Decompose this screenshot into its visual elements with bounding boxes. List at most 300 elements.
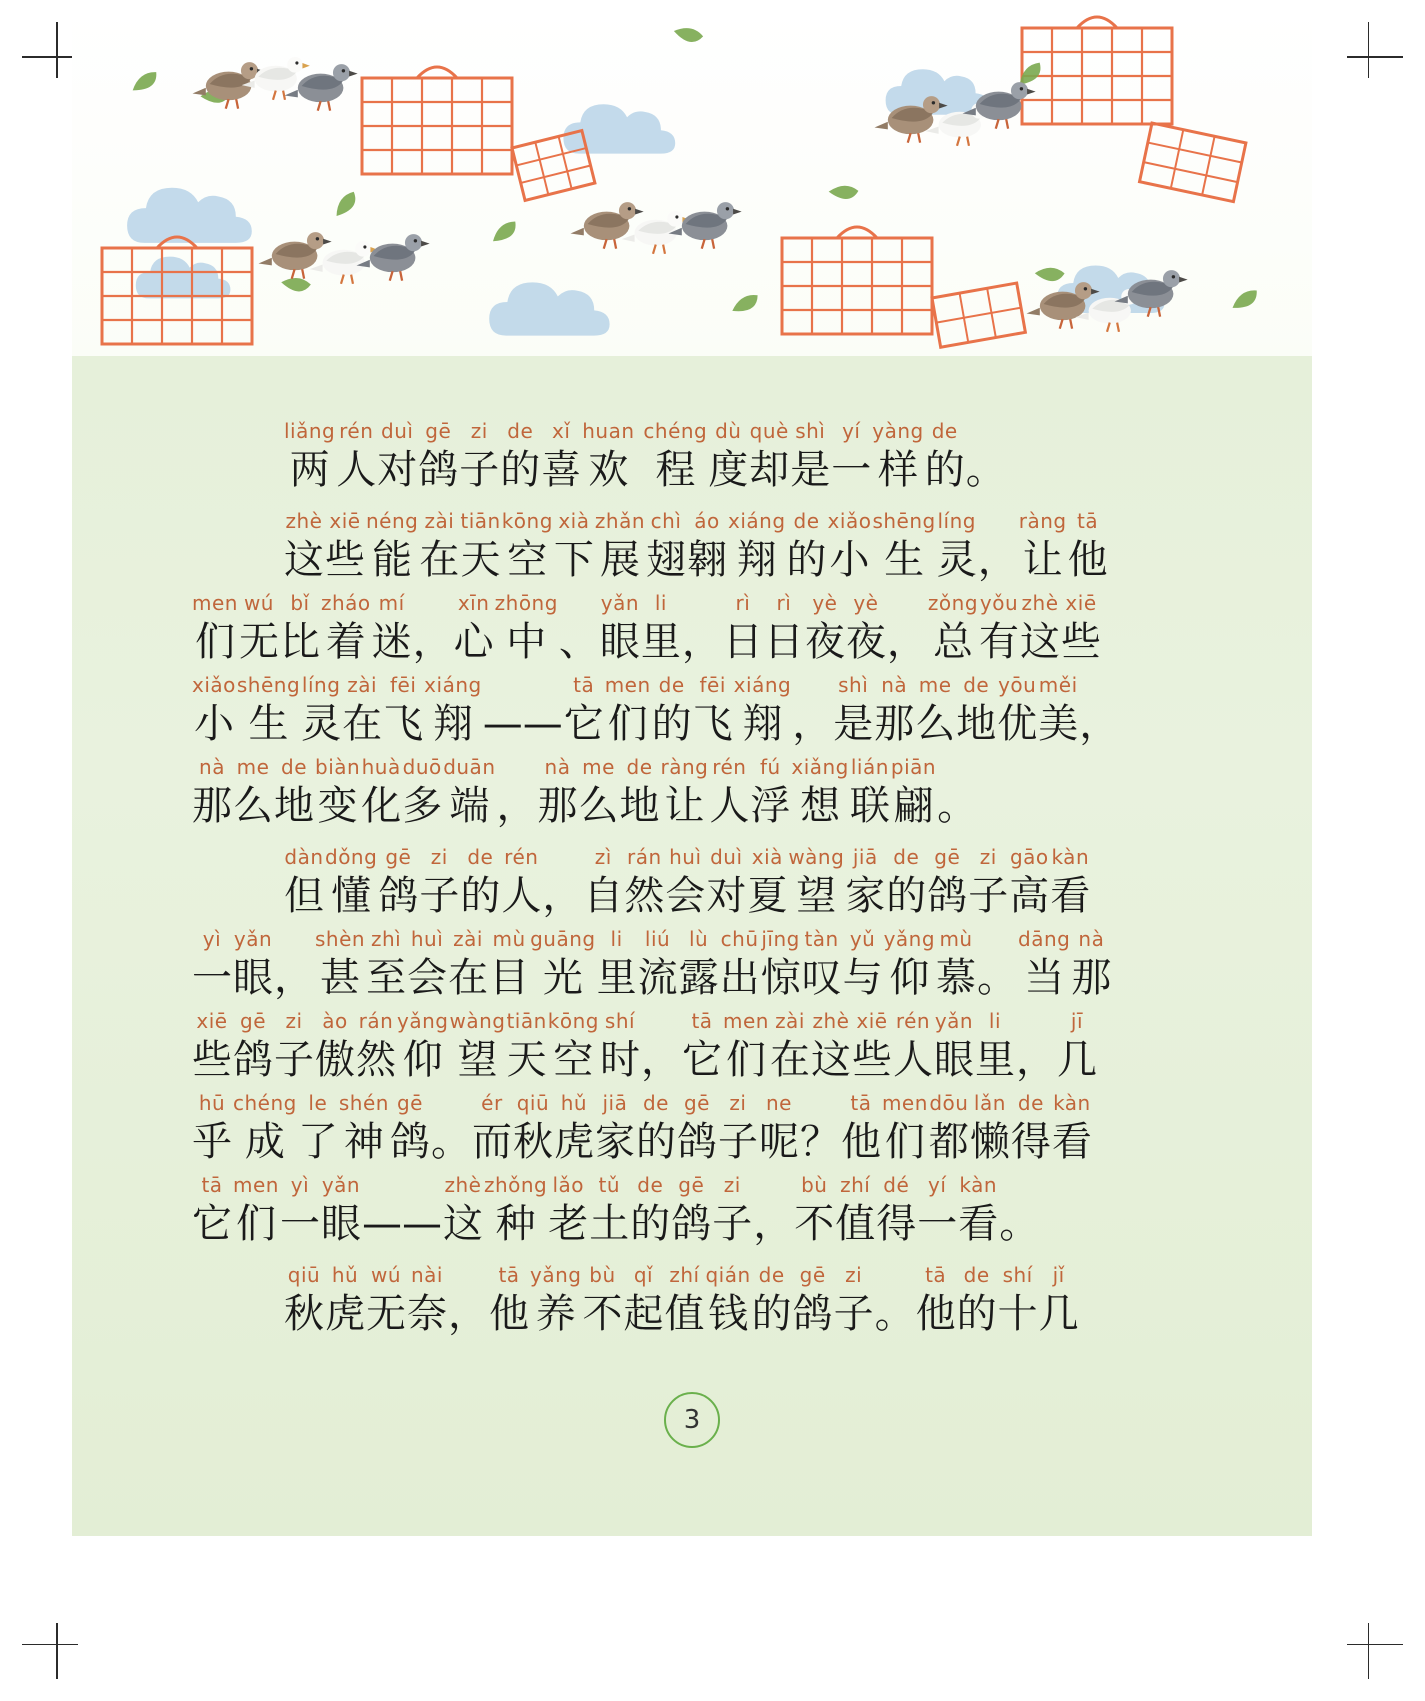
hanzi-text: 欢 [588, 447, 629, 493]
hanzi-text: 么 [233, 783, 273, 829]
hanzi-text: 他 [489, 1291, 529, 1337]
pinyin-text [903, 590, 910, 618]
pinyin-text: de [467, 845, 494, 869]
pinyin-text: ne [765, 1091, 792, 1115]
hanzi-text: 们 [607, 701, 648, 747]
pinyin-text: zài [424, 509, 455, 533]
pinyin-text: hǔ [560, 1091, 588, 1115]
pinyin-text: me [918, 673, 952, 697]
pinyin-text [891, 1262, 898, 1290]
pinyin-char-unit [749, 418, 789, 494]
hanzi-text: 鸽 [676, 1119, 717, 1165]
pinyin-char-unit [600, 1008, 640, 1084]
pinyin-text: qián [705, 1263, 751, 1287]
hanzi-text: 生 [884, 537, 925, 583]
hanzi-text: ， [886, 619, 927, 665]
pinyin-text: li [654, 591, 667, 615]
pinyin-text: zi [845, 1263, 863, 1287]
pinyin-text: yǎn [321, 1173, 361, 1197]
hanzi-text: 眼 [233, 955, 273, 1001]
pinyin-text: huì [669, 845, 702, 869]
hanzi-text: 夜 [845, 619, 886, 665]
hanzi-text: 会 [407, 955, 448, 1001]
hanzi-text: 土 [589, 1201, 630, 1247]
pinyin-text: zi [723, 1173, 741, 1197]
pinyin-text: bǐ [290, 591, 310, 615]
text-line [192, 754, 1192, 830]
pinyin-text: néng [366, 509, 419, 533]
hanzi-text: 鸽 [378, 873, 419, 919]
hanzi-text: 神 [343, 1119, 384, 1165]
pinyin-text: liú [644, 927, 671, 951]
pinyin-text: yì [290, 1173, 310, 1197]
hanzi-text: 些 [1061, 619, 1102, 665]
pinyin-text: de [642, 1091, 669, 1115]
hanzi-text: 子 [274, 1037, 314, 1083]
hanzi-text: ， [1079, 701, 1120, 747]
hanzi-text: 翅 [646, 537, 687, 583]
pinyin-text: yǒu [979, 591, 1019, 615]
hanzi-text: 有 [979, 619, 1020, 665]
pinyin-text: chéng [233, 1091, 297, 1115]
hanzi-text: 飞 [692, 701, 733, 747]
pinyin-char-unit [788, 844, 844, 920]
pinyin-text: zài [775, 1009, 805, 1033]
pinyin-char-unit [192, 590, 238, 666]
pinyin-char-unit [402, 754, 442, 830]
pinyin-text: xià [558, 509, 590, 533]
hanzi-text: 联 [849, 783, 890, 829]
pinyin-char-unit [548, 1008, 599, 1084]
pinyin-text: shén [338, 1091, 389, 1115]
pinyin-text [982, 418, 989, 446]
pinyin-text: zhǎn [594, 509, 646, 533]
pinyin-text: guāng [530, 927, 596, 951]
hanzi-text: 浮 [750, 783, 791, 829]
pinyin-text: wàng [449, 1009, 506, 1033]
hanzi-text: 夜 [804, 619, 845, 665]
pinyin-text: bù [589, 1263, 616, 1287]
hanzi-text: 然 [356, 1037, 396, 1083]
pinyin-text: de [658, 673, 685, 697]
text-line [192, 672, 1192, 748]
pinyin-text: lù [688, 927, 709, 951]
pinyin-text: de [931, 419, 958, 443]
hanzi-text: ， [542, 873, 583, 919]
pinyin-text: gē [678, 1173, 705, 1197]
hanzi-text: 仰 [889, 955, 930, 1001]
pinyin-char-unit [968, 844, 1008, 920]
pinyin-text: gē [240, 1009, 266, 1033]
pinyin-text: xiǎo [827, 509, 872, 533]
pinyin-char-unit [321, 1172, 361, 1248]
pinyin-text: shēng [236, 673, 301, 697]
hanzi-text: 惊 [760, 955, 801, 1001]
pinyin-text: rán [626, 845, 662, 869]
pinyin-char-unit [301, 672, 341, 748]
hanzi-text: 的 [924, 447, 965, 493]
pinyin-char-unit [564, 672, 604, 748]
pinyin-text [770, 1172, 777, 1200]
punctuation-unit [274, 926, 314, 1002]
hanzi-text: 不 [794, 1201, 835, 1247]
punctuation-unit [800, 1090, 840, 1166]
pinyin-text: qǐ [633, 1263, 654, 1287]
pinyin-text: tā [498, 1263, 520, 1287]
pinyin-char-unit [339, 1090, 389, 1166]
hanzi-text: 至 [366, 955, 407, 1001]
pinyin-text [519, 672, 526, 700]
hanzi-text: 程 [655, 447, 696, 493]
pinyin-char-unit [443, 1172, 483, 1248]
pinyin-char-unit [835, 1172, 875, 1248]
pinyin-char-unit [192, 754, 232, 830]
hanzi-text: 会 [665, 873, 706, 919]
hanzi-text: 养 [535, 1291, 576, 1337]
pinyin-text: tǔ [598, 1173, 621, 1197]
pinyin-char-unit [872, 508, 935, 584]
pinyin-char-unit [605, 672, 651, 748]
pinyin-char-unit [833, 672, 873, 748]
hanzi-text: 懂 [331, 873, 372, 919]
hanzi-text: 心 [453, 619, 494, 665]
pinyin-char-unit [284, 418, 335, 494]
pinyin-text: men [604, 673, 651, 697]
hanzi-text: 里 [974, 1037, 1015, 1083]
pinyin-text: mù [939, 927, 973, 951]
pinyin-char-unit [325, 844, 377, 920]
hanzi-text: 么 [578, 783, 619, 829]
hanzi-text: 天 [506, 1037, 547, 1083]
pinyin-char-unit [747, 844, 787, 920]
pinyin-text: men [233, 1173, 279, 1197]
pinyin-text: yōu [998, 673, 1037, 697]
pinyin-text: de [637, 1173, 664, 1197]
hanzi-text: 它 [563, 701, 604, 747]
pinyin-char-unit [846, 590, 886, 666]
text-line [192, 926, 1192, 1002]
pinyin-char-unit [761, 926, 801, 1002]
hanzi-text: 的 [500, 447, 541, 493]
hanzi-text: 地 [619, 783, 660, 829]
pinyin-char-unit [489, 1262, 529, 1338]
pinyin-char-unit [916, 1262, 956, 1338]
pinyin-text: dōu [929, 1091, 969, 1115]
pinyin-text: xiǎo [192, 673, 236, 697]
pinyin-char-unit [770, 1008, 810, 1084]
pinyin-text: zháo [320, 591, 371, 615]
hanzi-text: 的 [751, 1291, 792, 1337]
pinyin-char-unit [1011, 1090, 1051, 1166]
pinyin-char-unit [459, 418, 499, 494]
hanzi-text: 这 [1020, 619, 1061, 665]
pinyin-text: líng [301, 673, 341, 697]
pinyin-text [1016, 1172, 1023, 1200]
pinyin-char-unit [723, 1008, 769, 1084]
pinyin-text: liǎng [284, 419, 336, 443]
pinyin-text: duān [443, 755, 496, 779]
pinyin-text: duì [710, 845, 743, 869]
crop-mark-bottom-left [22, 1623, 78, 1679]
hanzi-text: 们 [725, 1037, 766, 1083]
hanzi-text: 中 [506, 619, 547, 665]
pinyin-text: kàn [959, 1173, 998, 1197]
hanzi-text: 一 [279, 1201, 320, 1247]
pinyin-text: li [988, 1009, 1002, 1033]
pinyin-text: zi [430, 845, 448, 869]
pinyin-char-unit [934, 1008, 974, 1084]
pinyin-text: rán [358, 1009, 394, 1033]
hanzi-text: 自 [583, 873, 624, 919]
pinyin-char-unit [192, 926, 232, 1002]
punctuation-unit [431, 1090, 471, 1166]
hanzi-text: 乎 [192, 1119, 232, 1165]
pinyin-char-unit [641, 590, 681, 666]
hanzi-text: 起 [623, 1291, 664, 1337]
pinyin-char-unit [541, 418, 581, 494]
pinyin-char-unit [793, 1262, 833, 1338]
hanzi-text: 对 [706, 873, 747, 919]
pinyin-text: duō [402, 755, 442, 779]
hanzi-text: 。 [874, 1291, 915, 1337]
pinyin-text: fú [760, 755, 781, 779]
hanzi-text: 的 [630, 1201, 671, 1247]
hanzi-text: 翔 [736, 537, 777, 583]
pinyin-char-unit [315, 1008, 355, 1084]
crop-mark-bottom-right [1347, 1623, 1403, 1679]
hanzi-text: 总 [932, 619, 973, 665]
pinyin-char-unit [274, 1008, 314, 1084]
pinyin-text: nà [544, 755, 571, 779]
pinyin-char-unit [764, 590, 804, 666]
pinyin-text: shèn [315, 927, 366, 951]
pinyin-char-unit [513, 1090, 553, 1166]
pinyin-char-unit [233, 1008, 273, 1084]
pinyin-char-unit [928, 590, 978, 666]
hanzi-text: 在 [769, 1037, 810, 1083]
pinyin-char-unit [192, 672, 236, 748]
pinyin-text: nài [411, 1263, 443, 1287]
hanzi-text: 然 [624, 873, 665, 919]
pinyin-text: zhì [370, 927, 402, 951]
hanzi-text: 种 [495, 1201, 536, 1247]
pinyin-char-unit [891, 754, 936, 830]
pinyin-char-unit [957, 1262, 997, 1338]
pinyin-text: duì [381, 419, 414, 443]
pinyin-char-unit [237, 672, 300, 748]
pinyin-char-unit [449, 1008, 505, 1084]
pinyin-text: xiáng [733, 673, 792, 697]
pinyin-text [809, 672, 816, 700]
pinyin-text: ào [322, 1009, 348, 1033]
pinyin-char-unit [845, 844, 885, 920]
hanzi-text: 十 [997, 1291, 1038, 1337]
hanzi-text: 几 [1056, 1037, 1097, 1083]
pinyin-char-unit [233, 1172, 279, 1248]
hanzi-text: 它 [682, 1037, 722, 1083]
hanzi-text: 懒 [969, 1119, 1010, 1165]
pinyin-text: tā [691, 1009, 713, 1033]
pinyin-text: jiā [602, 1091, 628, 1115]
pinyin-text: chéng [643, 419, 708, 443]
hanzi-text: 的 [635, 1119, 676, 1165]
hanzi-text: 呢 [758, 1119, 799, 1165]
pinyin-text [448, 1090, 455, 1118]
pinyin-text: tiān [506, 1009, 547, 1033]
hanzi-text: 生 [248, 701, 289, 747]
pinyin-text: yǎn [600, 591, 640, 615]
hanzi-text: 。 [937, 783, 978, 829]
pinyin-text: yǔ [849, 927, 876, 951]
hanzi-text: 飞 [383, 701, 424, 747]
hanzi-text: ， [753, 1201, 794, 1247]
pinyin-text: de [758, 1263, 785, 1287]
pinyin-text: li [610, 927, 623, 951]
pinyin-text: yǎn [233, 927, 273, 951]
pinyin-char-unit [372, 590, 412, 666]
pinyin-text: shí [604, 1009, 636, 1033]
hanzi-text: 一 [917, 1201, 958, 1247]
pinyin-text: rì [776, 591, 792, 615]
pinyin-char-unit [620, 754, 660, 830]
hanzi-text: 眼 [933, 1037, 974, 1083]
pinyin-annotated-body-text [192, 418, 1192, 1352]
hanzi-text: 了 [297, 1119, 338, 1165]
hanzi-text: 时 [600, 1037, 640, 1083]
hanzi-text: 小 [193, 701, 234, 747]
pinyin-text [658, 1008, 665, 1036]
hanzi-text: 却 [749, 447, 790, 493]
hanzi-text: 夏 [747, 873, 788, 919]
pinyin-text: zi [729, 1091, 747, 1115]
pinyin-char-unit [419, 508, 459, 584]
pinyin-char-unit [554, 1090, 594, 1166]
pinyin-char-unit [979, 590, 1019, 666]
pinyin-char-unit [828, 508, 872, 584]
hanzi-text: 变 [317, 783, 358, 829]
pinyin-char-unit [419, 844, 459, 920]
hanzi-text: 翱 [687, 537, 728, 583]
hanzi-text: 子 [712, 1201, 753, 1247]
hanzi-text: 他 [915, 1291, 956, 1337]
hanzi-text: 鸽 [418, 447, 459, 493]
pinyin-char-unit [418, 418, 458, 494]
hanzi-text: 美 [1038, 701, 1079, 747]
pinyin-char-unit [192, 1172, 232, 1248]
text-line [192, 1262, 1192, 1338]
hanzi-text: ， [792, 701, 833, 747]
hanzi-text: 他 [1067, 537, 1108, 583]
pinyin-text: rén [504, 845, 539, 869]
punctuation-unit [887, 590, 927, 666]
page-number-badge: 3 [664, 1392, 720, 1448]
hanzi-text: 里 [640, 619, 681, 665]
hanzi-text: 得 [876, 1201, 917, 1247]
pinyin-char-unit [1020, 590, 1060, 666]
hanzi-text: 人 [709, 783, 750, 829]
hanzi-text: 度 [708, 447, 749, 493]
hanzi-text: 而 [471, 1119, 512, 1165]
pinyin-char-unit [192, 1008, 232, 1084]
hanzi-text: 几 [1038, 1291, 1079, 1337]
hanzi-text: 都 [928, 1119, 969, 1165]
pinyin-text: dāng [1018, 927, 1071, 951]
pinyin-char-unit [377, 418, 417, 494]
hanzi-text: 翔 [742, 701, 783, 747]
pinyin-text: kōng [501, 509, 553, 533]
pinyin-text: rén [895, 1009, 931, 1033]
pinyin-char-unit [336, 418, 376, 494]
pinyin-text [636, 466, 643, 494]
pinyin-text: men [192, 591, 238, 615]
pinyin-text: zhè [285, 509, 323, 533]
hanzi-text: ， [681, 619, 722, 665]
pinyin-text: shēng [872, 509, 936, 533]
pinyin-text: yǎng [883, 927, 936, 951]
hanzi-text: ， [1015, 1037, 1056, 1083]
hanzi-text: 那 [874, 701, 915, 747]
pinyin-char-unit [1009, 844, 1049, 920]
pinyin-char-unit [811, 1008, 851, 1084]
pinyin-char-unit [693, 672, 733, 748]
punctuation-unit [497, 754, 537, 830]
pinyin-text: huì [410, 927, 444, 951]
pinyin-text: de [963, 673, 990, 697]
pinyin-char-unit [530, 926, 596, 1002]
hanzi-text: 一 [831, 447, 872, 493]
pinyin-text: mù [492, 927, 526, 951]
pinyin-char-unit [874, 672, 914, 748]
pinyin-text: de [626, 755, 653, 779]
pinyin-char-unit [624, 844, 664, 920]
hanzi-text: 仰 [402, 1037, 443, 1083]
hanzi-text: 灵 [936, 537, 977, 583]
hanzi-text: 的 [460, 873, 501, 919]
pinyin-char-unit [852, 1008, 892, 1084]
pinyin-char-unit [623, 1262, 663, 1338]
hanzi-text: 的 [956, 1291, 997, 1337]
pinyin-text: ràng [660, 755, 709, 779]
hanzi-text: 空 [507, 537, 548, 583]
pinyin-char-unit [548, 1172, 588, 1248]
pinyin-text [399, 1172, 406, 1200]
pinyin-char-unit [843, 926, 883, 1002]
pinyin-text: zi [285, 1009, 303, 1033]
pinyin-char-unit [997, 672, 1037, 748]
hanzi-text: 出 [719, 955, 760, 1001]
punctuation-unit [641, 1008, 681, 1084]
hanzi-text: 人 [336, 447, 377, 493]
pinyin-char-unit [970, 1090, 1010, 1166]
hanzi-text: 得 [1010, 1119, 1051, 1165]
pinyin-char-unit [600, 590, 640, 666]
hanzi-text: 无 [366, 1291, 406, 1337]
pinyin-text: zhōng [494, 591, 558, 615]
pinyin-char-unit [579, 754, 619, 830]
pinyin-char-unit [791, 754, 849, 830]
pinyin-text: yí [842, 419, 861, 443]
pinyin-text: zài [453, 927, 483, 951]
pinyin-text: líng [937, 509, 976, 533]
pinyin-text: nà [199, 755, 225, 779]
pinyin-text: gē [683, 1091, 710, 1115]
pinyin-text [698, 590, 705, 618]
pinyin-char-unit [342, 672, 382, 748]
hanzi-text: 露 [678, 955, 719, 1001]
hanzi-text: 看 [958, 1201, 999, 1247]
pinyin-char-unit [460, 508, 500, 584]
pinyin-char-unit [233, 926, 273, 1002]
